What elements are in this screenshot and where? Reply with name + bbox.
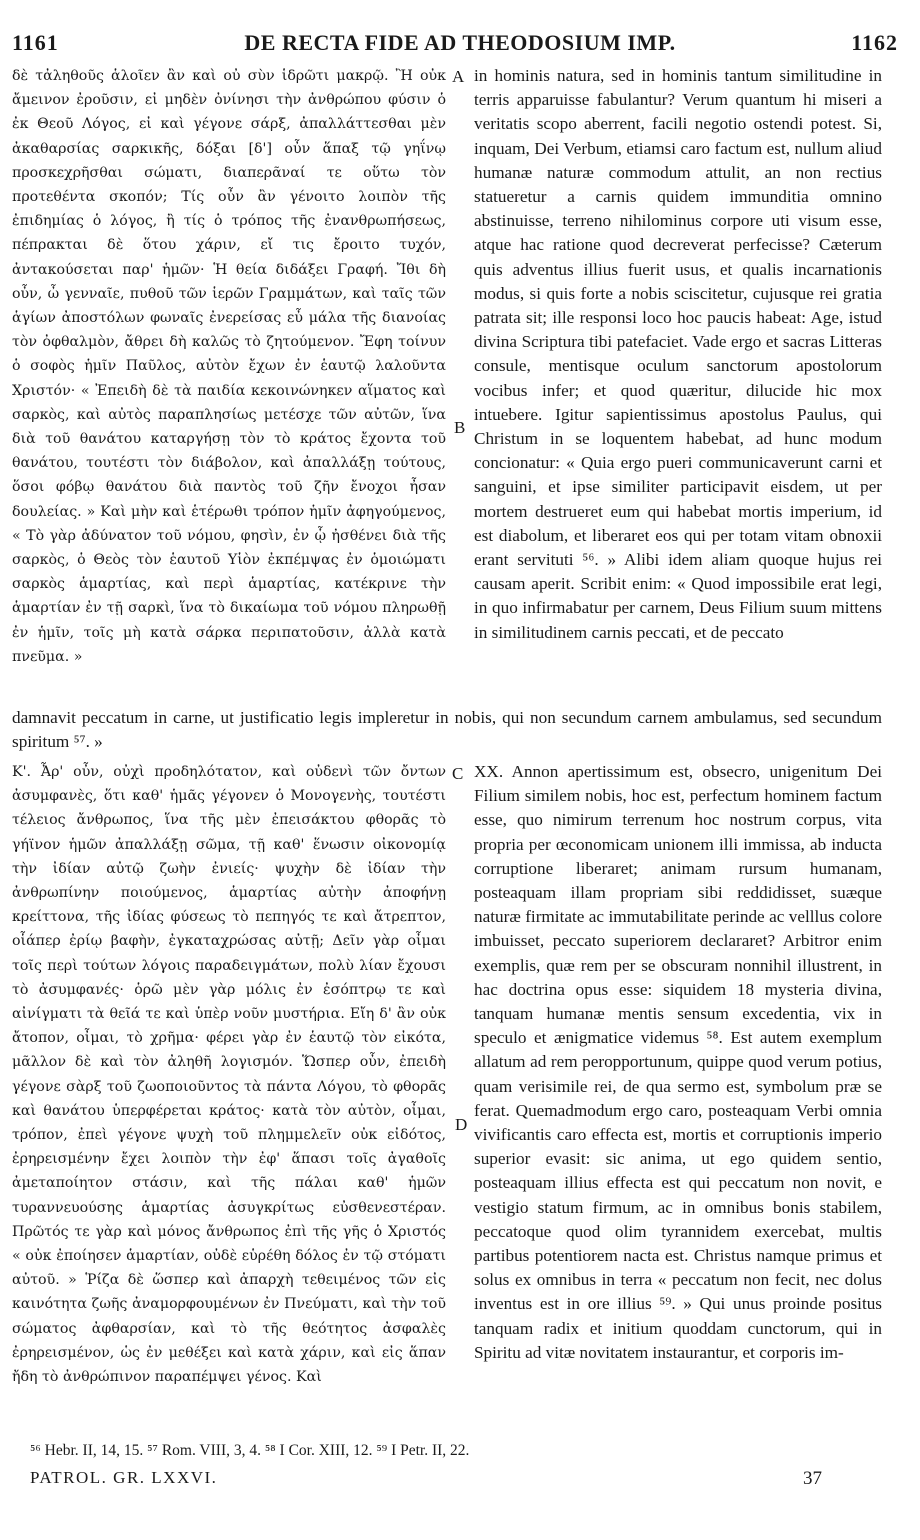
running-title: DE RECTA FIDE AD THEODOSIUM IMP. [244,30,676,55]
greek-column-top: δὲ τἀληθοῦς ἁλοῖεν ἂν καὶ οὐ σὺν ἱδρῶτι μακρῷ. Ἢ οὐκ ἄμεινον ἐροῦσιν, εἰ μηδὲν ὀνίνησι τὴν ἀνθρώπου φύσιν ὁ ἐκ Θεοῦ Λόγος, εἰ καὶ γέγονε σάρξ, ἀπαλλάττεσθαι μὲν ἀκαθαρσίας σαρκικῆς, δόξαι [δ'] οὖν ἅπαξ τῷ γηΐνῳ προσκεχρῆσθαι σώματι, διαπερᾶναί τε οὕτω τὸν προτεθέντα σκοπόν; Τίς οὖν ἂν γένοιτο λοιπὸν τῆς ἐπιδημίας ὁ λόγος, ἢ τίς ὁ τρόπος τῆς ἐνανθρωπήσεως, πέπρακται δὲ ὅτου χάριν, εἴ τις ἔροιτο τυχόν, ἀντακούσεται παρ' ἡμῶν· Ἡ θεία διδάξει Γραφή. Ἴθι δὴ οὖν, ὦ γενναῖε, πυθοῦ τῶν ἱερῶν Γραμμάτων, καὶ ταῖς τῶν ἁγίων ἀποστόλων φωναῖς ἐνερείσας εὖ μάλα τῆς διανοίας τὸν ὀφθαλμὸν, ἄθρει δὴ καλῶς τὸ ζητούμενον. Ἔφη τοίνυν ὁ σοφὸς ἡμῖν Παῦλος, αὐτὸν ἔχων ἐν ἑαυτῷ λαλοῦντα Χριστόν· « Ἐπειδὴ δὲ τὰ παιδία κεκοινώνηκεν αἵματος καὶ σαρκὸς, καὶ αὐτὸς παραπλησίως μετέσχε τῶν αὐτῶν, ἵνα διὰ τοῦ θανάτου καταργήσῃ τὸν τὸ κράτος ἔχοντα τοῦ θανάτου, τουτέστι τὸν διάβολον, καὶ ἀπαλλάξῃ τούτους, ὅσοι φόβῳ θανάτου διὰ παντὸς τοῦ ζῆν ἔνοχοι ἦσαν δουλείας. » Καὶ μὴν καὶ ἑτέρωθι τρόπον ἡμῖν ἀφηγούμενος, « Τὸ γὰρ ἀδύνατον τοῦ νόμου, φησὶν, ἐν ᾧ ἠσθένει διὰ τῆς σαρκὸς, ὁ Θεὸς τὸν ἑαυτοῦ Υἱὸν ἐκπέμψας ἐν ὁμοιώματι σαρκὸς ἁμαρτίας, καὶ περὶ ἁμαρτίας, κατέκρινε τὴν ἁμαρτίαν ἐν τῇ σαρκὶ, ἵνα τὸ δικαίωμα τοῦ νόμου πληρωθῇ ἐν ἡμῖν, τοῖς μὴ κατὰ σάρκα περιπατοῦσιν, ἀλλὰ κατὰ πνεῦμα. » [12,68,446,665]
page-header [8,28,912,62]
margin-letter-c: C [452,764,464,783]
latin-column-top: in hominis natura, sed in hominis tantum similitudine in terris apparuisse fabulantur? Verum quantum hi miseri a veritatis scopo aberrent, facili negotio ostendi potest. Si, inquam, Dei Verbum, etiamsi caro factum est, nullum aliud humanæ naturæ commodum attulit, an non rectius statueretur a carnis quidem immunditia omnino abstinuisse, terreno nihilominus corpore uti visum esse, atque hac ratione quod decreverat perfecisse? Cæterum quis adventus illius fuerit usus, et qualis incarnationis modus, si quis forte a nobis sciscitetur, cujusque rei gratia patrata sit; ille responsi loco hoc paucis habeat: Age, istud divina Scriptura tibi patefaciet. Vade ergo et sacras Litteras consule, mentisque oculum sanctorum apostolorum vocibus infer; et quod quæritur, dilucide hic mox intuebere. Igitur sapientissimus apostolus Paulus, qui Christum in se loquentem habebat, ad hunc modum concionatur: « Quia ergo pueri communicaverunt carni et sanguini, et ipse similiter participavit eisdem, ut per mortem destrueret eum qui habebat mortis imperium, id est diabolum, et liberaret eos qui per totam vitam obnoxii erant servituti ⁵⁶. » Alibi idem aliam quoque hujus rei causam aperit. Scribit enim: « Quod impossibile erat legi, in quo infirmabatur per carnem, Deus Filium suum mittens in similitudinem carnis peccati, et de peccato [474,66,882,642]
page-number-right: 1162 [851,30,898,55]
margin-letter-d: D [455,1115,468,1134]
latin-full-width-line: damnavit peccatum in carne, ut justificatio legis impleretur in nobis, qui non secundum carnem ambulamus, sed secundum spiritum ⁵⁷. » [12,708,882,752]
page-number-left: 1161 [12,30,59,55]
margin-letter-a: A [452,67,465,86]
greek-column-bottom: Κ'. Ἆρ' οὖν, οὐχὶ προδηλότατον, καὶ οὐδενὶ τῶν ὄντων ἀσυμφανὲς, ὅτι καθ' ἡμᾶς γέγονεν ὁ Μονογενὴς, τουτέστι τέλειος ἄνθρωπος, ἵνα τῆς μὲν ἐπεισάκτου φθορᾶς τὸ γήϊνον ἡμῶν ἀπαλλάξῃ σῶμα, τῇ καθ' ἕνωσιν οἰκονομίᾳ τὴν ἰδίαν αὐτῷ ζωὴν ἐνιείς· ψυχὴν δὲ ἰδίαν τὴν ἀνθρωπίνην ποιούμενος, ἁμαρτίας αὐτὴν ἀποφήνῃ κρείττονα, τῆς ἰδίας φύσεως τὸ πεπηγός τε καὶ ἄτρεπτον, οἷάπερ ἐρίῳ βαφὴν, ἐγκαταχρώσας αὐτῇ; Δεῖν γὰρ οἶμαι τοῖς περὶ τούτων λόγοις παραδειγμάτων, πολὺ λίαν ἔχουσι τὸ ἀσυμφανές· ὁρῶ μὲν γὰρ μόλις ἐν ἐσόπτρῳ τε καὶ αἰνίγματι τὰ θεῖά τε καὶ ὑπὲρ νοῦν μυστήρια. Εἴη δ' ἂν οὐκ ἄτοπον, οἶμαι, τὸ χρῆμα· φέρει γὰρ ἐν ἑαυτῷ τὸν εἰκότα, μᾶλλον δὲ καὶ τὸν ἀληθῆ λογισμόν. Ὥσπερ οὖν, ἐπειδὴ γέγονε σὰρξ τοῦ ζωοποιοῦντος τὰ πάντα Λόγου, τὸ φθορᾶς καὶ θανάτου ὑπερφέρεται κράτος· κατὰ τὸν αὐτὸν, οἶμαι, τρόπον, ἐπεὶ γέγονε ψυχὴ τοῦ πλημμελεῖν οὐκ εἰδότος, ἐρηρεισμένην ἔχει λοιπὸν τὴν ἐφ' ἅπασι τοῖς ἀγαθοῖς ἀμεταποίητον στάσιν, καὶ τῆς πάλαι καθ' ἡμῶν τυραννευούσης ἁμαρτίας ἀσυγκρίτως εὐσθενεστέραν. Πρῶτός τε γὰρ καὶ μόνος ἄνθρωπος ἐπὶ τῆς γῆς ὁ Χριστός « οὐκ ἐποίησεν ἁμαρτίαν, οὐδὲ εὑρέθη δόλος ἐν τῷ στόματι αὐτοῦ. » Ῥίζα δὲ ὥσπερ καὶ ἀπαρχὴ τεθειμένος τῶν εἰς καινότητα ζωῆς ἀναμορφουμένων ἐν Πνεύματι, καὶ τὴν τοῦ σώματος ἀφθαρσίαν, καὶ τὸ τῆς θεότητος ἀσφαλὲς ἐρηρεισμένον, ὡς ἐν μεθέξει καὶ κατὰ χάριν, καὶ εἰς ἅπαν ἤδη τὸ ἀνθρώπινον παραπέμψει γένος. Καὶ [12,764,446,1386]
footnotes: ⁵⁶ Hebr. II, 14, 15. ⁵⁷ Rom. VIII, 3, 4. ⁵⁸ I Cor. XIII, 12. ⁵⁹ I Petr. II, 22. [30,1442,470,1459]
latin-column-bottom: XX. Annon apertissimum est, obsecro, unigenitum Dei Filium similem nobis, hoc est, perfectum hominem factum esse, quo nimirum terrenum hoc nostrum corpus, vita propria per œconomicam unionem illi immissa, ab inducta corruptione liberaret; animam rursum humanam, posteaquam illam propriam sibi reddidisset, suæque naturæ firmitate ac immutabilitate perinde ac velllus colore imbuisset, peccato superiorem declararet? Arbitror enim exemplis, quæ rem per se obscuram nonnihil illustrent, in hac doctrina opus esse: siquidem 18 mysteria divina, tanquam humanæ mentis sensum excedentia, vix in speculo et ænigmatice videmus ⁵⁸. Est autem exemplum allatum ad rem peropportunum, quippe quod verum potius, quam verisimile rei, de qua sermo est, symbolum præ se ferat. Quemadmodum ergo caro, posteaquam Verbi omnia vivificantis caro effecta est, mortis et corruptionis imperio superior evasit: sic anima, ut ego quidem sentio, posteaquam illius effecta est qui peccatum non novit, e vestigio statum firmum, ac in omnibus bonis stabilem, peccatoque quod olim tyrannidem exercebat, multis partibus potentiorem nacta est. Christus namque primus et solus ex omnibus in terra « peccatum non fecit, nec dolus inventus est in ore illius ⁵⁹. » Qui unus proinde positus tanquam radix et initium quoddam cunctorum, qui in Spiritu ad vitæ novitatem instaurantur, et corporis im- [474,762,882,1362]
margin-letter-b: B [454,418,466,437]
page-footer [30,1468,890,1496]
signature-mark: PATROL. GR. LXXVI. [30,1468,218,1487]
sheet-number: 37 [803,1468,822,1489]
